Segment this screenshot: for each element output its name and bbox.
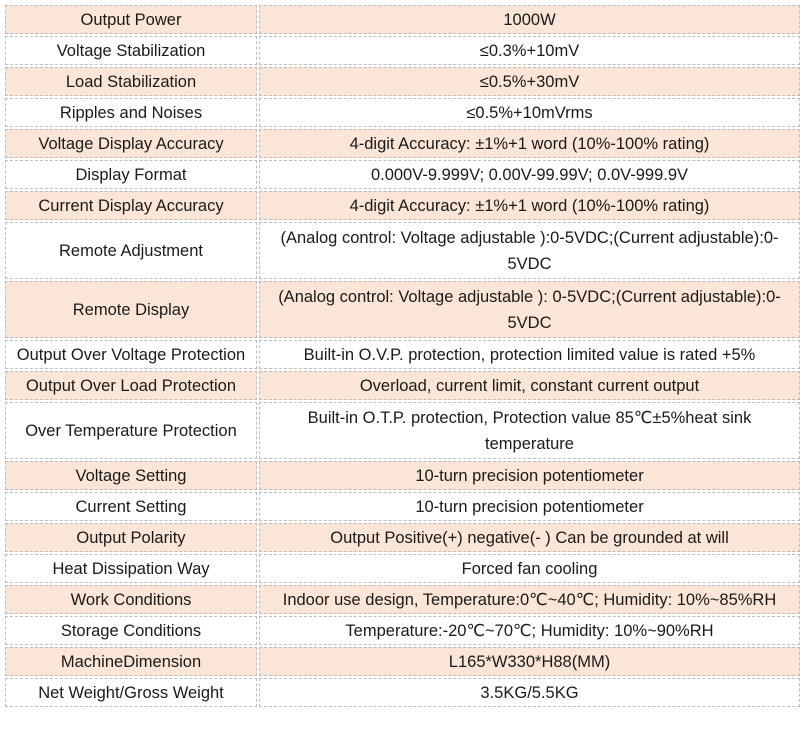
spec-value: 1000W <box>259 5 800 34</box>
table-row <box>5 191 800 220</box>
spec-value: ≤0.5%+10mVrms <box>259 98 800 127</box>
spec-label: Voltage Stabilization <box>5 36 257 65</box>
table-row <box>5 585 800 614</box>
spec-label: Display Format <box>5 160 257 189</box>
spec-value: Overload, current limit, constant current output <box>259 371 800 400</box>
table-row <box>5 371 800 400</box>
table-row <box>5 281 800 338</box>
spec-value: L165*W330*H88(MM) <box>259 647 800 676</box>
table-row <box>5 129 800 158</box>
spec-value: 3.5KG/5.5KG <box>259 678 800 707</box>
spec-value: Built-in O.V.P. protection, protection limited value is rated +5% <box>259 340 800 369</box>
table-row <box>5 461 800 490</box>
spec-label: Output Over Load Protection <box>5 371 257 400</box>
spec-label: MachineDimension <box>5 647 257 676</box>
spec-value: 10-turn precision potentiometer <box>259 492 800 521</box>
table-row <box>5 98 800 127</box>
table-row <box>5 616 800 645</box>
table-row <box>5 554 800 583</box>
spec-value: 0.000V-9.999V; 0.00V-99.99V; 0.0V-999.9V <box>259 160 800 189</box>
table-row <box>5 402 800 459</box>
spec-value: Forced fan cooling <box>259 554 800 583</box>
spec-label: Voltage Setting <box>5 461 257 490</box>
spec-value: (Analog control: Voltage adjustable ): 0-5VDC;(Current adjustable):0-5VDC <box>259 281 800 338</box>
spec-label: Voltage Display Accuracy <box>5 129 257 158</box>
spec-label: Storage Conditions <box>5 616 257 645</box>
spec-label: Remote Display <box>5 281 257 338</box>
table-row <box>5 647 800 676</box>
table-row <box>5 67 800 96</box>
spec-label: Current Display Accuracy <box>5 191 257 220</box>
spec-value: ≤0.5%+30mV <box>259 67 800 96</box>
table-row <box>5 5 800 34</box>
spec-label: Work Conditions <box>5 585 257 614</box>
spec-label: Output Power <box>5 5 257 34</box>
spec-value: Output Positive(+) negative(- ) Can be grounded at will <box>259 523 800 552</box>
spec-value: Built-in O.T.P. protection, Protection value 85℃±5%heat sink temperature <box>259 402 800 459</box>
spec-label: Current Setting <box>5 492 257 521</box>
table-row <box>5 36 800 65</box>
spec-value: Temperature:-20℃~70℃; Humidity: 10%~90%RH <box>259 616 800 645</box>
table-row <box>5 340 800 369</box>
spec-value: 10-turn precision potentiometer <box>259 461 800 490</box>
spec-value: (Analog control: Voltage adjustable ):0-5VDC;(Current adjustable):0-5VDC <box>259 222 800 279</box>
spec-value: 4-digit Accuracy: ±1%+1 word (10%-100% rating) <box>259 191 800 220</box>
spec-label: Output Polarity <box>5 523 257 552</box>
table-row <box>5 222 800 279</box>
spec-value: 4-digit Accuracy: ±1%+1 word (10%-100% rating) <box>259 129 800 158</box>
table-row <box>5 523 800 552</box>
spec-table <box>3 3 802 709</box>
spec-label: Output Over Voltage Protection <box>5 340 257 369</box>
spec-label: Remote Adjustment <box>5 222 257 279</box>
spec-value: ≤0.3%+10mV <box>259 36 800 65</box>
spec-value: Indoor use design, Temperature:0℃~40℃; Humidity: 10%~85%RH <box>259 585 800 614</box>
spec-label: Net Weight/Gross Weight <box>5 678 257 707</box>
spec-label: Load Stabilization <box>5 67 257 96</box>
table-row <box>5 160 800 189</box>
table-row <box>5 678 800 707</box>
spec-label: Over Temperature Protection <box>5 402 257 459</box>
spec-label: Ripples and Noises <box>5 98 257 127</box>
spec-label: Heat Dissipation Way <box>5 554 257 583</box>
table-row <box>5 492 800 521</box>
